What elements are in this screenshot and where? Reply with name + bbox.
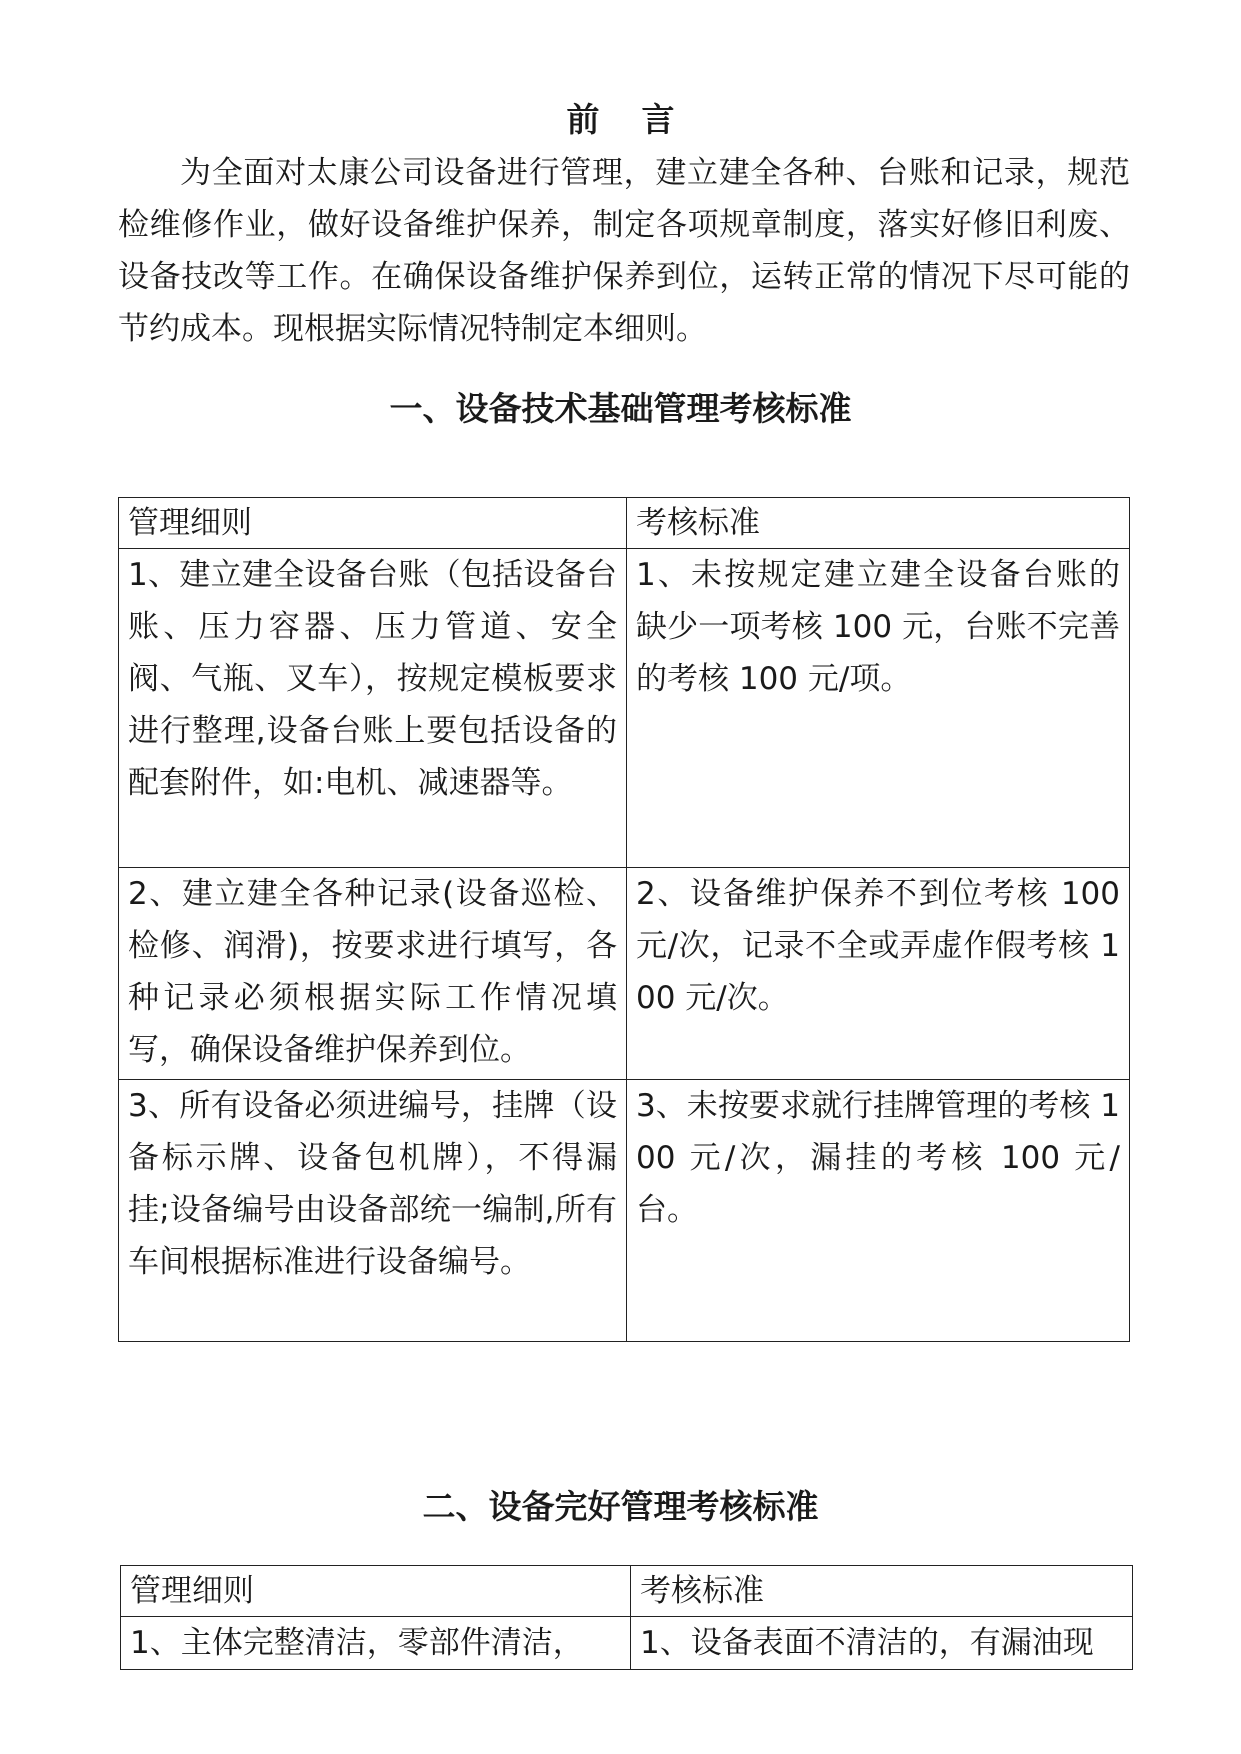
standard-cell: 3、未按要求就行挂牌管理的考核 100 元/次，漏挂的考核 100 元/台。 xyxy=(627,1080,1130,1342)
table-header-row xyxy=(121,1566,1133,1617)
table-row xyxy=(119,549,1130,868)
table-row xyxy=(121,1617,1133,1670)
table-row xyxy=(119,1080,1130,1342)
table-header-row xyxy=(119,498,1130,549)
section-heading-1: 一、设备技术基础管理考核标准 xyxy=(389,389,852,428)
rule-cell: 3、所有设备必须进编号，挂牌（设备标示牌、设备包机牌），不得漏挂;设备编号由设备部统一编制,所有车间根据标准进行设备编号。 xyxy=(119,1080,627,1342)
column-header-standard: 考核标准 xyxy=(627,498,1130,549)
rule-cell: 2、建立建全各种记录(设备巡检、检修、润滑)，按要求进行填写，各种记录必须根据实际工作情况填写，确保设备维护保养到位。 xyxy=(119,868,627,1080)
page-title: 前言 xyxy=(566,100,717,139)
column-header-rule: 管理细则 xyxy=(119,498,627,549)
table-row xyxy=(119,868,1130,1080)
equipment-integrity-management-table xyxy=(120,1565,1133,1670)
preface-paragraph: 为全面对太康公司设备进行管理，建立建全各种、台账和记录，规范检维修作业，做好设备维护保养，制定各项规章制度，落实好修旧利废、设备技改等工作。在确保设备维护保养到位，运转正常的情况下尽可能的节约成本。现根据实际情况特制定本细则。 xyxy=(118,155,1130,347)
column-header-standard: 考核标准 xyxy=(631,1566,1133,1617)
standard-cell: 1、设备表面不清洁的，有漏油现 xyxy=(631,1617,1133,1670)
section-heading-2: 二、设备完好管理考核标准 xyxy=(422,1487,819,1526)
rule-cell: 1、主体完整清洁，零部件清洁， xyxy=(121,1617,631,1670)
rule-cell: 1、建立建全设备台账（包括设备台账、压力容器、压力管道、安全阀、气瓶、叉车），按规定模板要求进行整理,设备台账上要包括设备的配套附件，如:电机、减速器等。 xyxy=(119,549,627,868)
column-header-rule: 管理细则 xyxy=(121,1566,631,1617)
standard-cell: 2、设备维护保养不到位考核 100 元/次，记录不全或弄虚作假考核 100 元/次。 xyxy=(627,868,1130,1080)
standard-cell: 1、未按规定建立建全设备台账的缺少一项考核 100 元，台账不完善的考核 100 元/项。 xyxy=(627,549,1130,868)
equipment-basic-management-table xyxy=(118,497,1130,1342)
